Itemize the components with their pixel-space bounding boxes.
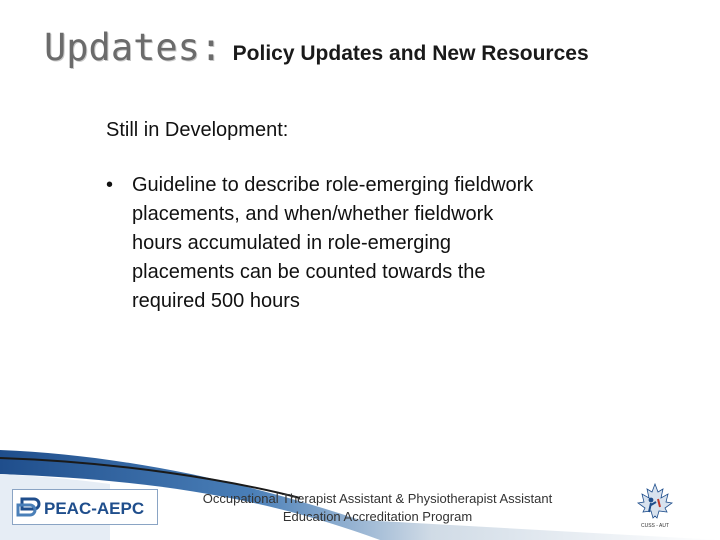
- maple-leaf-icon: [638, 484, 672, 518]
- bullet-marker: •: [106, 174, 114, 196]
- bullet-text: [132, 171, 533, 316]
- bullet-item: [106, 171, 666, 316]
- logo-text: PEAC-AEPC: [44, 499, 145, 518]
- logo-caption: CUSS - AUT: [640, 523, 670, 529]
- bullet-list: [106, 171, 666, 316]
- peac-aepc-logo: [12, 489, 158, 525]
- footer-line-2: Education Accreditation Program: [282, 509, 473, 524]
- bullet-line: placements can be counted towards the: [132, 261, 486, 283]
- title-subtitle: Policy Updates and New Resources: [232, 42, 589, 65]
- slide-title: [44, 26, 589, 69]
- maple-leaf-logo: [630, 480, 680, 530]
- bullet-line: required 500 hours: [132, 290, 300, 312]
- bullet-line: Guideline to describe role-emerging fieldwork: [132, 174, 534, 196]
- footer-line-1: Occupational Therapist Assistant & Physiotherapist Assistant: [202, 491, 553, 506]
- bullet-line: hours accumulated in role-emerging: [132, 232, 452, 254]
- bullet-line: placements, and when/whether fieldwork: [132, 203, 494, 225]
- figure-head: [649, 498, 654, 503]
- slide-content: [106, 117, 666, 316]
- title-main: Updates:: [44, 26, 223, 69]
- section-heading: Still in Development:: [106, 119, 289, 141]
- footer-text: [170, 490, 585, 526]
